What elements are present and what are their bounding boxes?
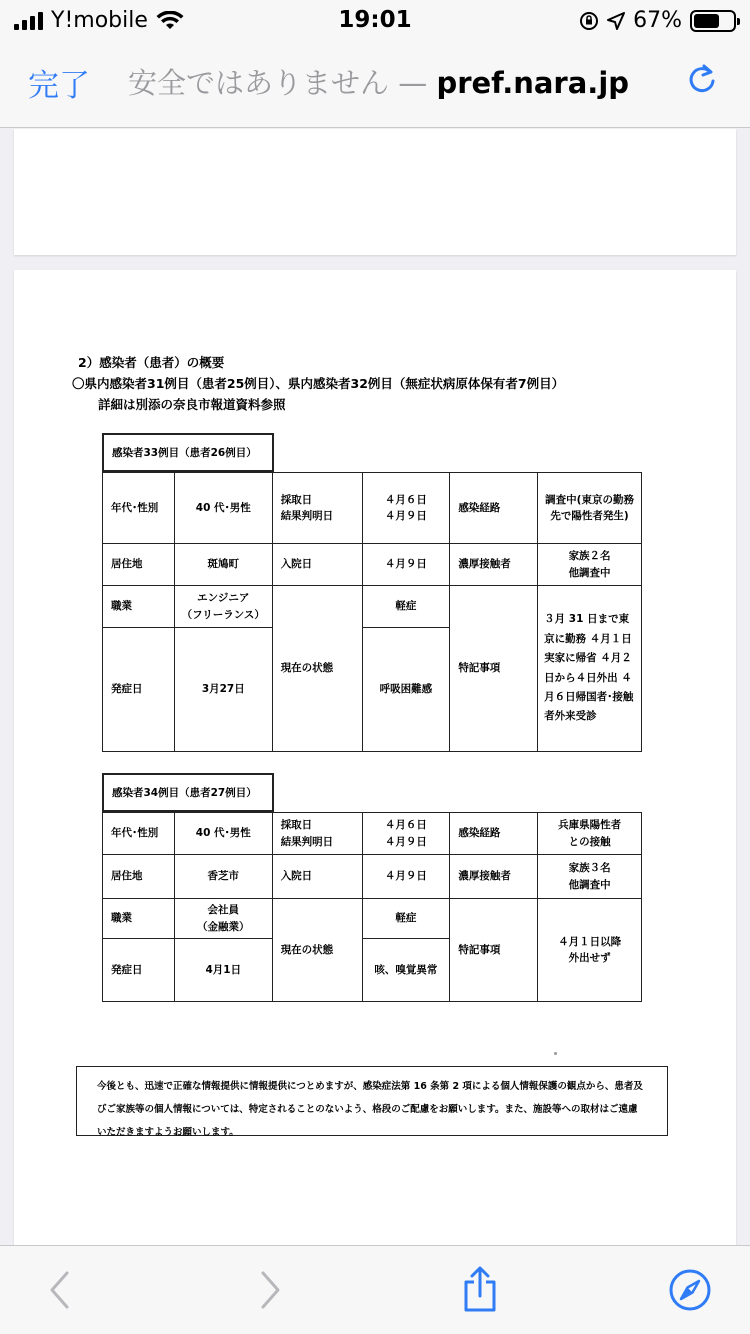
case34-label: 感染者34例目（患者27例目） [102, 773, 274, 812]
notes-value [538, 899, 642, 1002]
status-label: 現在の状態 [272, 899, 362, 1002]
onset-label: 発症日 [103, 628, 175, 752]
contacts-value [538, 855, 642, 899]
age-sex-value: 40 代･男性 [174, 813, 272, 855]
result-date-label: 結果判明日 [280, 510, 334, 522]
status-bar [0, 0, 750, 40]
battery-percent: 67% [633, 8, 682, 33]
contacts-line2: 他調査中 [568, 878, 611, 891]
orientation-lock-icon [579, 11, 599, 31]
back-button[interactable] [38, 1268, 82, 1312]
status-value-1: 軽症 [362, 586, 450, 628]
status-value-1: 軽症 [362, 899, 450, 939]
browser-nav-bar [0, 40, 750, 128]
age-sex-label: 年代･性別 [103, 473, 175, 544]
sample-date-label: 採取日 [280, 819, 313, 832]
notes-label: 特記事項 [450, 586, 538, 752]
job-label: 職業 [103, 586, 175, 628]
table-row [103, 899, 642, 939]
browser-toolbar [0, 1245, 750, 1334]
section-reference: 詳細は別添の奈良市報道資料参照 [98, 397, 286, 412]
sample-result-label [272, 813, 362, 855]
carrier-name: Y!mobile [51, 8, 148, 33]
notes-value: ３月 31 日まで東京に勤務 ４月１日実家に帰省 ４月２日から４日外出 ４月６日帰国者･接触者外来受診 [538, 586, 642, 752]
sample-result-value [362, 813, 450, 855]
contacts-label: 濃厚接触者 [450, 855, 538, 899]
age-sex-label: 年代･性別 [103, 813, 175, 855]
sample-result-value [362, 473, 450, 544]
share-icon [460, 1266, 500, 1314]
case34-table [102, 812, 642, 1002]
reload-icon[interactable] [684, 62, 720, 98]
onset-value: 4月1日 [174, 939, 272, 1002]
notes-line2: 外出せず [568, 952, 611, 964]
route-line1: 兵庫県陽性者 [558, 819, 622, 832]
battery-icon [690, 10, 736, 32]
job-line2: （金融業） [197, 920, 250, 933]
sample-result-label [272, 473, 362, 544]
document-viewer[interactable] [0, 129, 750, 1245]
result-date-value: ４月９日 [384, 835, 427, 848]
table-row [103, 544, 642, 586]
sample-date-value: ４月６日 [384, 819, 427, 832]
residence-value: 斑鳩町 [174, 544, 272, 586]
route-label: 感染経路 [450, 813, 538, 855]
admission-label: 入院日 [272, 855, 362, 899]
status-right [579, 8, 736, 33]
sample-date-value: ４月６日 [384, 493, 427, 506]
compass-icon [668, 1268, 712, 1312]
table-row [103, 586, 642, 628]
security-warning-text: 安全ではありません — [128, 66, 428, 100]
result-date-label: 結果判明日 [280, 835, 334, 848]
job-label: 職業 [103, 899, 175, 939]
job-value [174, 899, 272, 939]
contacts-line1: 家族２名 [568, 550, 611, 563]
status-value-2: 呼吸困難感 [362, 628, 450, 752]
age-sex-value: 40 代･男性 [174, 473, 272, 544]
notes-line1: ４月１日以降 [558, 935, 622, 948]
contacts-line2: 他調査中 [568, 566, 611, 579]
contacts-value [538, 544, 642, 586]
route-value: 調査中(東京の勤務先で陽性者発生) [538, 473, 642, 544]
section-summary: 〇県内感染者31例目（患者25例目）、県内感染者32例目（無症状病原体保有者7例目） [72, 376, 565, 391]
onset-label: 発症日 [103, 939, 175, 1002]
route-label: 感染経路 [450, 473, 538, 544]
admission-value: ４月９日 [362, 855, 450, 899]
scan-speck [554, 1052, 557, 1055]
admission-label: 入院日 [272, 544, 362, 586]
table-row [103, 813, 642, 855]
forward-button[interactable] [248, 1268, 292, 1312]
open-in-safari-button[interactable] [668, 1268, 712, 1312]
url-domain: pref.nara.jp [436, 66, 630, 100]
job-line1: エンジニア [197, 592, 250, 605]
section-title: 2）感染者（患者）の概要 [78, 355, 225, 370]
route-value [538, 813, 642, 855]
sample-date-label: 採取日 [280, 493, 313, 506]
case33-label: 感染者33例目（患者26例目） [102, 433, 274, 472]
residence-label: 居住地 [103, 855, 175, 899]
residence-value: 香芝市 [174, 855, 272, 899]
job-line2: （フリーランス） [181, 608, 265, 621]
table-row [103, 855, 642, 899]
admission-value: ４月９日 [362, 544, 450, 586]
route-line2: との接触 [568, 835, 611, 848]
job-line1: 会社員 [207, 904, 240, 917]
status-label: 現在の状態 [272, 586, 362, 752]
table-row [103, 473, 642, 544]
result-date-value: ４月９日 [384, 510, 427, 522]
contacts-label: 濃厚接触者 [450, 544, 538, 586]
done-button[interactable]: 完了 [28, 68, 90, 104]
job-value [174, 586, 272, 628]
privacy-notice: 今後とも、迅速で正確な情報提供に情報提供につとめますが、感染症法第 16 条第 2 項による個人情報保護の観点から、患者及びご家族等の個人情報については、特定されることのないよう、格段のご配慮をお願いします。また、施設等への取材はご遠慮いただきますようお願いします。 [76, 1066, 668, 1136]
url-display[interactable] [128, 61, 629, 102]
status-time: 19:01 [338, 7, 412, 33]
pdf-page-current [14, 270, 736, 1245]
location-arrow-icon [607, 12, 625, 30]
share-button[interactable] [458, 1268, 502, 1312]
notes-label: 特記事項 [450, 899, 538, 1002]
onset-value: 3月27日 [174, 628, 272, 752]
residence-label: 居住地 [103, 544, 175, 586]
battery-fill [694, 14, 719, 28]
case33-table [102, 472, 642, 752]
pdf-page-previous [14, 129, 736, 255]
back-icon [47, 1270, 73, 1310]
status-value-2: 咳、嗅覚異常 [362, 939, 450, 1002]
forward-icon [257, 1270, 283, 1310]
contacts-line1: 家族３名 [568, 862, 611, 875]
